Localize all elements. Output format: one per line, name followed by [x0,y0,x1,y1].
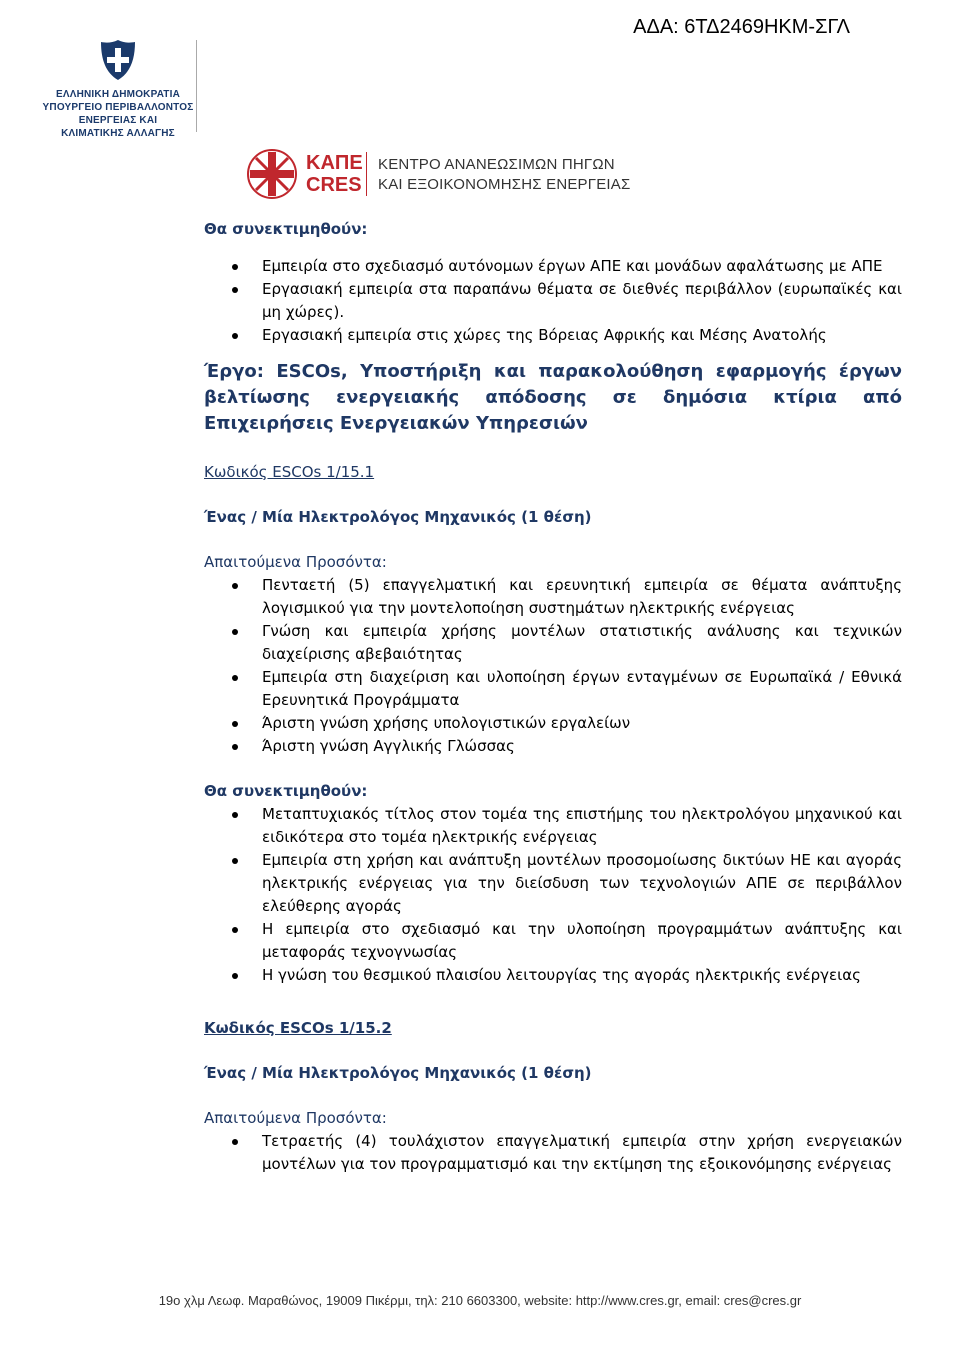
greek-emblem-icon [98,38,138,82]
position1-req-heading: Απαιτούμενα Προσόντα: [204,553,387,571]
ministry-line-3: ΕΝΕΡΓΕΙΑΣ ΚΑΙ [78,115,158,126]
position2-req-list [204,1130,902,1176]
page-footer: 19ο χλμ Λεωφ. Μαραθώνος, 19009 Πικέρμι, τηλ: 210 6603300, website: http://www.cres.gr, email: cres@cres.gr [158,1293,802,1308]
list-item: Εμπειρία στη χρήση και ανάπτυξη μοντέλων προσομοίωσης δικτύων ΗΕ και αγοράς ηλεκτρικής ενέργειας για την διείσδυση των τεχνολογιών ΑΠΕ σε περιβάλλον ελεύθερης αγοράς [204,849,902,918]
list-item: Εργασιακή εμπειρία στις χώρες της Βόρειας Αφρικής και Μέσης Ανατολής [204,324,902,347]
ministry-line-1: ΕΛΛΗΝΙΚΗ ΔΗΜΟΚΡΑΤΙΑ [55,89,181,100]
position1-code: Κωδικός ESCOs 1/15.1 [204,463,375,481]
cres-logo-icon [246,148,298,200]
section1-list [204,255,902,347]
list-item: Μεταπτυχιακός τίτλος στον τομέα της επιστήμης του ηλεκτρολόγου μηχανικού και ειδικότερα στο τομέα ηλεκτρικής ενέργειας [204,803,902,849]
list-item: Άριστη γνώση Αγγλικής Γλώσσας [204,735,902,758]
position1-title: Ένας / Μία Ηλεκτρολόγος Μηχανικός (1 θέση) [204,508,592,526]
list-item: Πενταετή (5) επαγγελματική και ερευνητική εμπειρία σε θέματα ανάπτυξης λογισμικού για την μοντελοποίηση συστημάτων ηλεκτρικής ενέργειας [204,574,902,620]
list-item: Εμπειρία στο σχεδιασμό αυτόνομων έργων ΑΠΕ και μονάδων αφαλάτωσης με ΑΠΕ [204,255,902,278]
ministry-header [38,38,198,140]
project-title: Έργο: ESCOs, Υποστήριξη και παρακολούθηση εφαρμογής έργων βελτίωσης ενεργειακής απόδοσης σε δημόσια κτίρια από Επιχειρήσεις Ενεργειακών Υπηρεσιών [204,361,902,434]
list-item: Γνώση και εμπειρία χρήσης μοντέλων στατιστικής ανάλυσης και τεχνικών διαχείρισης αβεβαιότητας [204,620,902,666]
list-item: Τετραετής (4) τουλάχιστον επαγγελματική εμπειρία στην χρήση ενεργειακών μοντέλων για τον προγραμματισμό και την εκτίμηση της εξοικονόμησης ενέργειας [204,1130,902,1176]
list-item: Εμπειρία στη διαχείριση και υλοποίηση έργων ενταγμένων σε Ευρωπαϊκά / Εθνικά Ερευνητικά Προγράμματα [204,666,902,712]
position2-code: Κωδικός ESCOs 1/15.2 [204,1019,392,1037]
cres-divider [366,152,367,196]
position2-title: Ένας / Μία Ηλεκτρολόγος Μηχανικός (1 θέση) [204,1064,592,1082]
list-item: Η εμπειρία στο σχεδιασμό και την υλοποίηση προγραμμάτων ανάπτυξης και μεταφοράς τεχνογνωσίας [204,918,902,964]
section1-heading: Θα συνεκτιμηθούν: [204,220,368,238]
cres-name-line-2: ΚΑΙ ΕΞΟΙΚΟΝΟΜΗΣΗΣ ΕΝΕΡΓΕΙΑΣ [378,176,631,193]
cres-acronym-en: CRES [306,174,362,196]
position1-pref-list [204,803,902,987]
cres-name-line-1: ΚΕΝΤΡΟ ΑΝΑΝΕΩΣΙΜΩΝ ΠΗΓΩΝ [378,156,615,173]
header-divider [196,40,197,132]
document-body [204,218,902,1176]
list-item: Εργασιακή εμπειρία στα παραπάνω θέματα σε διεθνές περιβάλλον (ευρωπαϊκές και μη χώρες). [204,278,902,324]
list-item: Άριστη γνώση χρήσης υπολογιστικών εργαλείων [204,712,902,735]
list-item: Η γνώση του θεσμικού πλαισίου λειτουργίας της αγοράς ηλεκτρικής ενέργειας [204,964,902,987]
position1-pref-heading: Θα συνεκτιμηθούν: [204,782,368,800]
ada-code: ΑΔΑ: 6ΤΔ2469ΗΚΜ-ΣΓΛ [633,16,850,38]
position2-req-heading: Απαιτούμενα Προσόντα: [204,1109,387,1127]
ministry-line-2: ΥΠΟΥΡΓΕΙΟ ΠΕΡΙΒΑΛΛΟΝΤΟΣ [42,102,194,113]
ministry-line-4: ΚΛΙΜΑΤΙΚΗΣ ΑΛΛΑΓΗΣ [61,128,175,139]
position1-req-list [204,574,902,758]
cres-acronym-gr: ΚΑΠΕ [306,152,363,174]
